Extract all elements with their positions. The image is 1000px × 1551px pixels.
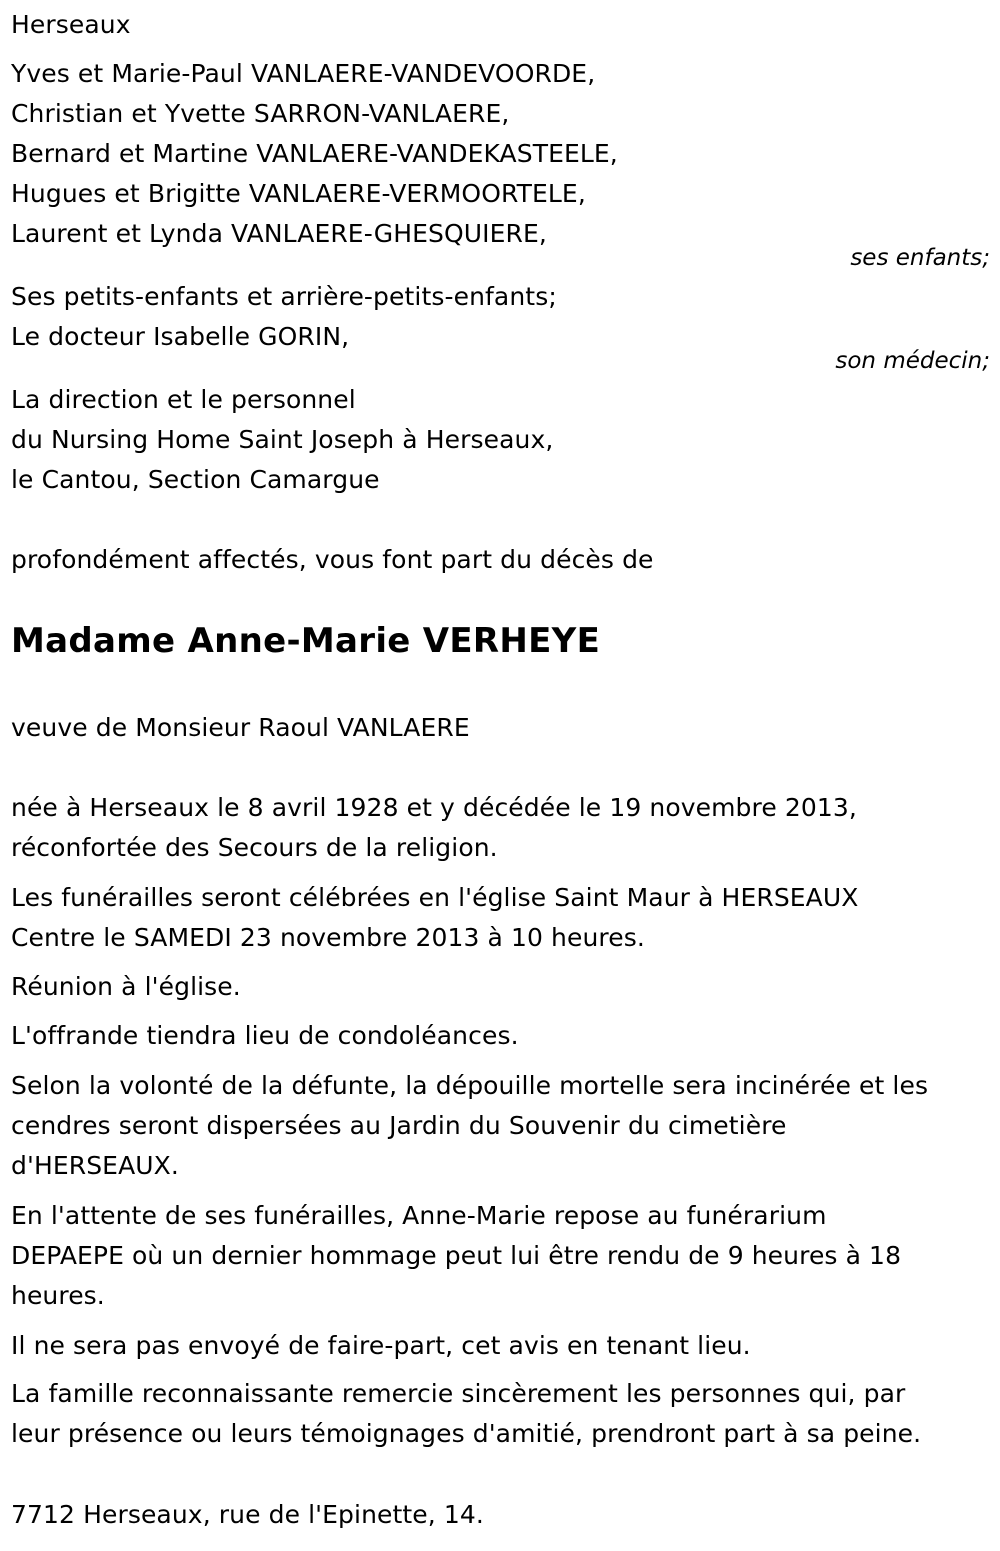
child-line: Christian et Yvette SARRON-VANLAERE, xyxy=(11,99,510,128)
address-line: 7712 Herseaux, rue de l'Epinette, 14. xyxy=(11,1500,484,1529)
paragraph-line: En l'attente de ses funérailles, Anne-Marie repose au funérarium xyxy=(11,1201,827,1230)
paragraph-line: heures. xyxy=(11,1281,105,1310)
paragraph-line: d'HERSEAUX. xyxy=(11,1151,179,1180)
paragraph-line: DEPAEPE où un dernier hommage peut lui être rendu de 9 heures à 18 xyxy=(11,1241,902,1270)
doctor-line: Le docteur Isabelle GORIN, xyxy=(11,322,350,351)
doctor-role: son médecin; xyxy=(835,348,990,374)
paragraph-line: L'offrande tiendra lieu de condoléances. xyxy=(11,1021,519,1050)
paragraph-line: leur présence ou leurs témoignages d'amitié, prendront part à sa peine. xyxy=(11,1419,922,1448)
child-line: Hugues et Brigitte VANLAERE-VERMOORTELE, xyxy=(11,179,586,208)
paragraph-line: née à Herseaux le 8 avril 1928 et y décédée le 19 novembre 2013, xyxy=(11,793,857,822)
announcement: profondément affectés, vous font part du décès de xyxy=(11,545,654,574)
paragraph-line: cendres seront dispersées au Jardin du Souvenir du cimetière xyxy=(11,1111,787,1140)
staff-line: La direction et le personnel xyxy=(11,385,356,414)
deceased-name: Madame Anne-Marie VERHEYE xyxy=(11,621,601,661)
child-line: Laurent et Lynda VANLAERE-GHESQUIERE, xyxy=(11,219,547,248)
paragraph-line: réconfortée des Secours de la religion. xyxy=(11,833,498,862)
child-line: Yves et Marie-Paul VANLAERE-VANDEVOORDE, xyxy=(11,59,596,88)
place-header: Herseaux xyxy=(11,10,131,39)
staff-line: du Nursing Home Saint Joseph à Herseaux, xyxy=(11,425,554,454)
paragraph-line: Les funérailles seront célébrées en l'église Saint Maur à HERSEAUX xyxy=(11,883,859,912)
widow-of: veuve de Monsieur Raoul VANLAERE xyxy=(11,713,470,742)
grandchildren-line: Ses petits-enfants et arrière-petits-enfants; xyxy=(11,282,557,311)
paragraph-line: Réunion à l'église. xyxy=(11,972,241,1001)
staff-line: le Cantou, Section Camargue xyxy=(11,465,380,494)
paragraph-line: Il ne sera pas envoyé de faire-part, cet avis en tenant lieu. xyxy=(11,1331,751,1360)
child-line: Bernard et Martine VANLAERE-VANDEKASTEELE, xyxy=(11,139,618,168)
paragraph-line: Centre le SAMEDI 23 novembre 2013 à 10 heures. xyxy=(11,923,645,952)
paragraph-line: Selon la volonté de la défunte, la dépouille mortelle sera incinérée et les xyxy=(11,1071,929,1100)
paragraph-line: La famille reconnaissante remercie sincèrement les personnes qui, par xyxy=(11,1379,906,1408)
children-role: ses enfants; xyxy=(850,245,990,271)
